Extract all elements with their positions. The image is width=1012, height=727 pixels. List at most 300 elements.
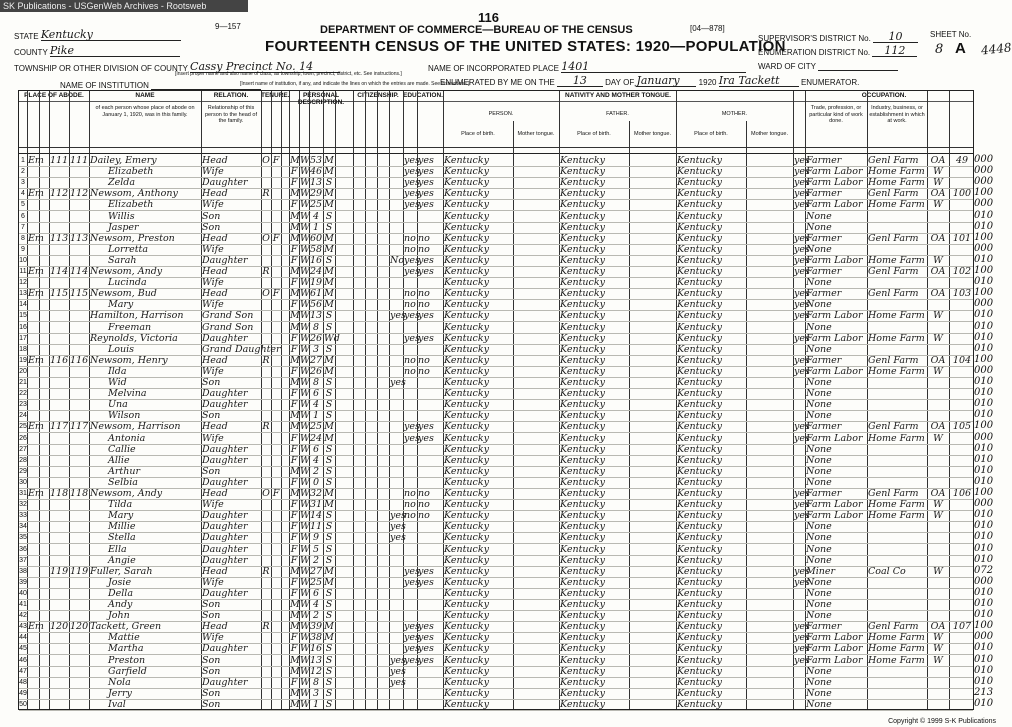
group-nativity: NATIVITY AND MOTHER TONGUE. xyxy=(565,92,671,99)
township-value: Cassy Precinct No. 14 xyxy=(190,60,340,73)
margin-code: 010 xyxy=(974,475,994,487)
margin-code: 000 xyxy=(974,298,994,310)
cell-mbirth: Kentucky xyxy=(677,332,722,344)
cell-write: no xyxy=(418,365,430,377)
cell-english: yes xyxy=(794,288,810,300)
cell-sex: F xyxy=(290,177,298,189)
line-number: 30 xyxy=(19,478,27,486)
cell-trade: Farm Labor xyxy=(806,432,863,444)
table-row xyxy=(19,566,973,578)
cell-class: OA xyxy=(930,421,946,433)
cell-sex: F xyxy=(290,299,298,311)
cell-birth: Kentucky xyxy=(444,310,489,322)
cell-dwelling: 116 xyxy=(50,354,69,366)
cell-read: no xyxy=(404,365,416,377)
cell-name: Jerry xyxy=(108,687,132,699)
cell-birth: Kentucky xyxy=(444,665,489,677)
cell-marital: Wd xyxy=(324,332,340,344)
cell-fbirth: Kentucky xyxy=(560,299,605,311)
line-number: 37 xyxy=(19,556,27,564)
cell-relation: Daughter xyxy=(202,177,248,189)
cell-marital: M xyxy=(324,232,334,244)
table-row xyxy=(19,699,973,711)
cell-relation: Head xyxy=(202,421,228,433)
incorporated-field xyxy=(428,60,746,73)
cell-marital: S xyxy=(325,687,333,699)
subhead-father: FATHER. xyxy=(606,111,629,117)
cell-race: W xyxy=(300,643,310,655)
cell-marital: S xyxy=(325,610,333,622)
cell-sex: M xyxy=(290,687,300,699)
county-value: Pike xyxy=(50,44,180,57)
line-number: 14 xyxy=(19,301,27,309)
cell-age: 60 xyxy=(310,232,323,244)
cell-name: Antonia xyxy=(108,432,146,444)
cell-fbirth: Kentucky xyxy=(560,166,605,178)
margin-code: 010 xyxy=(974,598,994,609)
cell-age: 2 xyxy=(312,465,320,477)
cell-write: yes xyxy=(418,632,434,644)
cell-marital: S xyxy=(325,599,333,610)
cell-name: Fuller, Sarah xyxy=(90,565,153,577)
cell-relation: Daughter xyxy=(202,388,248,400)
table-row xyxy=(19,155,973,167)
cell-trade: Farm Labor xyxy=(806,643,863,655)
cell-read: no xyxy=(404,510,416,522)
cell-mbirth: Kentucky xyxy=(677,277,722,289)
line-number: 45 xyxy=(19,645,27,653)
cell-english: yes xyxy=(794,421,810,433)
cell-trade: None xyxy=(806,698,832,710)
cell-name: Jasper xyxy=(108,221,139,233)
cell-marital: M xyxy=(324,421,334,433)
line-number: 32 xyxy=(19,501,27,509)
cell-mbirth: Kentucky xyxy=(677,465,722,477)
cell-name: Newsom, Andy xyxy=(90,266,163,277)
cell-trade: None xyxy=(806,587,832,599)
cell-sex: M xyxy=(290,610,300,622)
cell-sex: F xyxy=(290,499,298,511)
cell-sex: M xyxy=(290,465,300,477)
cell-birth: Kentucky xyxy=(444,576,489,588)
cell-relation: Wife xyxy=(202,299,224,311)
cell-marital: S xyxy=(325,532,333,544)
cell-sex: F xyxy=(290,254,298,266)
cell-sex: F xyxy=(290,388,298,400)
cell-marital: M xyxy=(324,565,334,577)
cell-name: Della xyxy=(108,587,133,599)
cell-fbirth: Kentucky xyxy=(560,698,605,710)
cell-mbirth: Kentucky xyxy=(677,599,722,610)
cell-name: Mary xyxy=(108,299,134,311)
margin-code: 100 xyxy=(974,353,994,365)
cell-trade: Farm Labor xyxy=(806,499,863,511)
cell-name: Newsom, Andy xyxy=(90,488,163,499)
subhead-mother-birth: Place of birth. xyxy=(694,131,728,137)
cell-english: yes xyxy=(794,254,810,266)
county-label: COUNTY xyxy=(14,48,48,57)
cell-street: Em xyxy=(28,155,44,166)
cell-birth: Kentucky xyxy=(444,643,489,655)
cell-birth: Kentucky xyxy=(444,543,489,555)
cell-fbirth: Kentucky xyxy=(560,521,605,533)
cell-english: yes xyxy=(794,332,810,344)
table-row xyxy=(19,521,973,533)
cell-marital: M xyxy=(324,266,334,277)
table-row xyxy=(19,632,973,644)
margin-code: 000 xyxy=(974,198,994,210)
cell-read: no xyxy=(404,288,416,300)
table-row xyxy=(19,310,973,322)
cell-mbirth: Kentucky xyxy=(677,687,722,699)
cell-age: 13 xyxy=(310,310,323,322)
cell-relation: Daughter xyxy=(202,510,248,522)
cell-read: yes xyxy=(404,421,420,433)
table-row xyxy=(19,510,973,522)
cell-industry: Home Farm xyxy=(868,365,925,377)
cell-read: yes xyxy=(404,199,420,211)
cell-trade: None xyxy=(806,210,832,222)
cell-trade: Farm Labor xyxy=(806,510,863,522)
cell-fbirth: Kentucky xyxy=(560,310,605,322)
table-row xyxy=(19,444,973,456)
cell-school: yes xyxy=(390,676,406,688)
cell-trade: Farm Labor xyxy=(806,310,863,322)
cell-marital: M xyxy=(324,632,334,644)
supervisor-field xyxy=(758,30,918,43)
cell-read: yes xyxy=(404,621,420,633)
cell-age: 4 xyxy=(312,599,320,610)
cell-race: W xyxy=(300,610,310,622)
cell-sex: M xyxy=(290,488,300,499)
cell-race: W xyxy=(300,365,310,377)
cell-age: 61 xyxy=(310,288,323,300)
cell-age: 12 xyxy=(310,665,323,677)
cell-birth: Kentucky xyxy=(444,510,489,522)
subhead-name: of each person whose place of abode on January 1, 1920, was in this family. xyxy=(95,105,195,118)
cell-fbirth: Kentucky xyxy=(560,443,605,455)
cell-name: Reynolds, Victoria xyxy=(90,332,178,344)
margin-code: 100 xyxy=(974,287,994,299)
subhead-person-tongue: Mother tongue. xyxy=(517,131,555,137)
cell-birth: Kentucky xyxy=(444,499,489,511)
cell-trade: None xyxy=(806,410,832,422)
cell-race: W xyxy=(300,288,310,300)
cell-age: 24 xyxy=(310,266,323,277)
cell-mf: F xyxy=(272,155,280,166)
cell-class: OA xyxy=(930,266,946,277)
cell-trade: None xyxy=(806,599,832,610)
cell-marital: S xyxy=(325,443,333,455)
cell-sex: F xyxy=(290,199,298,211)
cell-race: W xyxy=(300,510,310,522)
cell-age: 1 xyxy=(312,698,320,710)
cell-dwelling: 114 xyxy=(50,266,69,277)
cell-sex: M xyxy=(290,565,300,577)
cell-english: yes xyxy=(794,432,810,444)
cell-trade: None xyxy=(806,243,832,255)
cell-read: yes xyxy=(404,177,420,189)
line-number: 29 xyxy=(19,467,27,475)
line-number: 43 xyxy=(19,623,27,631)
cell-mbirth: Kentucky xyxy=(677,532,722,544)
cell-relation: Son xyxy=(202,654,221,666)
cell-marital: S xyxy=(325,654,333,666)
cell-race: W xyxy=(300,454,310,466)
margin-code: 010 xyxy=(974,509,994,521)
cell-marital: S xyxy=(325,698,333,710)
line-number: 28 xyxy=(19,456,27,464)
cell-english: yes xyxy=(794,365,810,377)
cell-mbirth: Kentucky xyxy=(677,510,722,522)
cell-industry: Home Farm xyxy=(868,254,925,266)
cell-write: yes xyxy=(418,155,434,166)
line-number: 50 xyxy=(19,700,27,708)
cell-sex: F xyxy=(290,277,298,289)
cell-fbirth: Kentucky xyxy=(560,643,605,655)
cell-age: 14 xyxy=(310,510,323,522)
cell-fbirth: Kentucky xyxy=(560,665,605,677)
enumeration-field xyxy=(758,44,917,57)
cell-name: Selbia xyxy=(108,476,138,488)
cell-race: W xyxy=(300,432,310,444)
cell-class: OA xyxy=(930,621,946,633)
cell-race: W xyxy=(300,654,310,666)
table-row xyxy=(19,355,973,367)
cell-write: no xyxy=(418,499,430,511)
cell-trade: None xyxy=(806,610,832,622)
cell-birth: Kentucky xyxy=(444,687,489,699)
cell-class: W xyxy=(933,254,943,266)
cell-race: W xyxy=(300,421,310,433)
cell-age: 3 xyxy=(312,343,320,355)
cell-read: yes xyxy=(404,254,420,266)
cell-fbirth: Kentucky xyxy=(560,365,605,377)
department-heading: DEPARTMENT OF COMMERCE—BUREAU OF THE CENSUS xyxy=(320,24,633,36)
cell-industry: Genl Farm xyxy=(868,421,919,433)
cell-relation: Wife xyxy=(202,277,224,289)
cell-sex: F xyxy=(290,166,298,178)
cell-sex: M xyxy=(290,354,300,366)
table-row xyxy=(19,188,973,200)
table-row xyxy=(19,233,973,245)
cell-read: no xyxy=(404,499,416,511)
cell-age: 4 xyxy=(312,454,320,466)
cell-fbirth: Kentucky xyxy=(560,266,605,277)
cell-trade: Farmer xyxy=(806,288,842,300)
cell-relation: Son xyxy=(202,687,221,699)
cell-class: W xyxy=(933,499,943,511)
line-number: 34 xyxy=(19,523,27,531)
cell-class: OA xyxy=(930,288,946,300)
cell-mbirth: Kentucky xyxy=(677,177,722,189)
cell-race: W xyxy=(300,465,310,477)
cell-mbirth: Kentucky xyxy=(677,221,722,233)
table-row xyxy=(19,488,973,500)
cell-write: no xyxy=(418,488,430,499)
cell-marital: M xyxy=(324,277,334,289)
cell-trade: Farm Labor xyxy=(806,654,863,666)
cell-relation: Head xyxy=(202,354,228,366)
cell-industry: Home Farm xyxy=(868,510,925,522)
cell-marital: S xyxy=(325,454,333,466)
cell-class: W xyxy=(933,654,943,666)
cell-race: W xyxy=(300,299,310,311)
cell-trade: None xyxy=(806,388,832,400)
cell-name: Freeman xyxy=(108,321,152,333)
cell-trade: None xyxy=(806,576,832,588)
cell-birth: Kentucky xyxy=(444,343,489,355)
cell-industry: Home Farm xyxy=(868,199,925,211)
table-row xyxy=(19,421,973,433)
cell-relation: Daughter xyxy=(202,532,248,544)
cell-sex: F xyxy=(290,332,298,344)
table-row xyxy=(19,610,973,622)
cell-relation: Daughter xyxy=(202,643,248,655)
table-row xyxy=(19,177,973,189)
cell-relation: Daughter xyxy=(202,676,248,688)
cell-tenure: R xyxy=(262,565,270,577)
cell-race: W xyxy=(300,665,310,677)
cell-relation: Son xyxy=(202,465,221,477)
cell-marital: M xyxy=(324,288,334,300)
cell-trade: None xyxy=(806,465,832,477)
margin-code: 010 xyxy=(974,464,994,476)
cell-mbirth: Kentucky xyxy=(677,155,722,166)
line-number: 20 xyxy=(19,367,27,375)
cell-name: Callie xyxy=(108,443,136,455)
side-mark: 4448 xyxy=(980,40,1012,58)
table-row xyxy=(19,410,973,422)
cell-sex: F xyxy=(290,643,298,655)
cell-marital: S xyxy=(325,643,333,655)
cell-birth: Kentucky xyxy=(444,587,489,599)
cell-name: Allie xyxy=(108,454,130,466)
cell-class: OA xyxy=(930,188,946,200)
margin-code: 010 xyxy=(974,398,994,410)
table-row xyxy=(19,688,973,700)
cell-read: no xyxy=(404,243,416,255)
cell-age: 25 xyxy=(310,421,323,433)
cell-name: Tilda xyxy=(108,499,133,511)
cell-street: Em xyxy=(28,621,44,633)
cell-trade: Farm Labor xyxy=(806,254,863,266)
cell-marital: M xyxy=(324,621,334,633)
cell-name: Lorretta xyxy=(108,243,149,255)
header-bottom-rule xyxy=(19,153,973,154)
cell-name: Wid xyxy=(108,377,127,388)
cell-age: 8 xyxy=(312,676,320,688)
table-row xyxy=(19,666,973,678)
cell-mbirth: Kentucky xyxy=(677,476,722,488)
cell-name: Millie xyxy=(108,521,136,533)
cell-age: 5 xyxy=(312,543,320,555)
enumerated-field xyxy=(440,74,859,87)
cell-marital: M xyxy=(324,576,334,588)
table-row xyxy=(19,166,973,178)
cell-fbirth: Kentucky xyxy=(560,321,605,333)
cell-write: no xyxy=(418,232,430,244)
cell-farm: 100 xyxy=(952,188,972,200)
margin-code: 000 xyxy=(974,242,994,254)
cell-family: 118 xyxy=(70,488,89,499)
cell-fbirth: Kentucky xyxy=(560,499,605,511)
cell-relation: Head xyxy=(202,188,228,200)
cell-school: yes xyxy=(390,310,406,322)
cell-sex: M xyxy=(290,210,300,222)
cell-mbirth: Kentucky xyxy=(677,266,722,277)
line-number: 24 xyxy=(19,412,27,420)
cell-english: yes xyxy=(794,654,810,666)
margin-code: 010 xyxy=(974,553,994,565)
cell-marital: S xyxy=(325,521,333,533)
cell-race: W xyxy=(300,354,310,366)
cell-age: 6 xyxy=(312,388,320,400)
cell-street: Em xyxy=(28,354,44,366)
cell-race: W xyxy=(300,177,310,189)
column-number-rule xyxy=(19,147,973,148)
cell-race: W xyxy=(300,632,310,644)
cell-write: yes xyxy=(418,332,434,344)
cell-dwelling: 118 xyxy=(50,488,69,499)
cell-fbirth: Kentucky xyxy=(560,388,605,400)
cell-trade: None xyxy=(806,454,832,466)
cell-age: 1 xyxy=(312,410,320,422)
line-number: 8 xyxy=(21,234,25,242)
cell-name: Preston xyxy=(108,654,146,666)
cell-race: W xyxy=(300,554,310,566)
cell-name: Sarah xyxy=(108,254,137,266)
cell-birth: Kentucky xyxy=(444,610,489,622)
cell-trade: None xyxy=(806,443,832,455)
cell-fbirth: Kentucky xyxy=(560,565,605,577)
cell-marital: S xyxy=(325,343,333,355)
cell-race: W xyxy=(300,377,310,388)
cell-birth: Kentucky xyxy=(444,599,489,610)
ward-field xyxy=(758,58,898,71)
cell-fbirth: Kentucky xyxy=(560,410,605,422)
enumerator-value: Ira Tackett xyxy=(719,74,799,87)
margin-code: 010 xyxy=(974,320,994,332)
cell-trade: Farm Labor xyxy=(806,632,863,644)
cell-marital: S xyxy=(325,399,333,411)
table-row xyxy=(19,455,973,467)
cell-sex: F xyxy=(290,432,298,444)
cell-age: 11 xyxy=(310,521,323,533)
enumeration-value: 112 xyxy=(872,44,917,57)
cell-sex: M xyxy=(290,377,300,388)
line-number: 1 xyxy=(21,157,25,164)
cell-write: yes xyxy=(418,310,434,322)
line-number: 10 xyxy=(19,256,27,264)
cell-tenure: R xyxy=(262,188,270,200)
cell-street: Em xyxy=(28,488,44,499)
cell-relation: Son xyxy=(202,665,221,677)
cell-marital: M xyxy=(324,488,334,499)
margin-code: 100 xyxy=(974,231,994,243)
cell-race: W xyxy=(300,188,310,200)
cell-age: 25 xyxy=(310,576,323,588)
cell-relation: Grand Son xyxy=(202,310,254,322)
cell-street: Em xyxy=(28,288,44,300)
cell-school: No xyxy=(390,254,405,266)
cell-read: no xyxy=(404,354,416,366)
cell-trade: None xyxy=(806,665,832,677)
cell-marital: M xyxy=(324,243,334,255)
margin-code: 010 xyxy=(974,331,994,343)
cell-race: W xyxy=(300,443,310,455)
cell-industry: Coal Co xyxy=(868,565,906,577)
